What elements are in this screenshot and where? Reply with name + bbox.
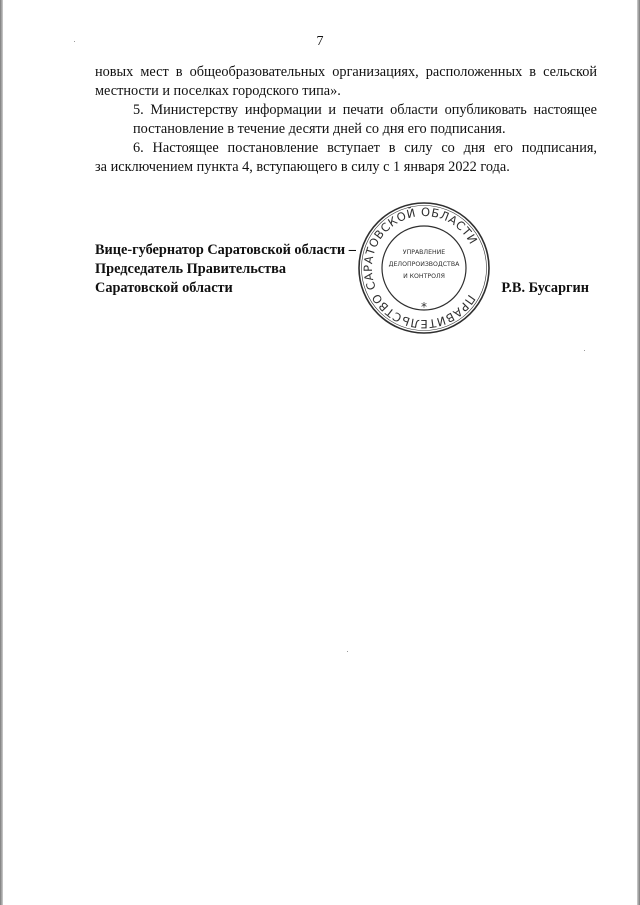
seal-inner-line: И КОНТРОЛЯ	[403, 273, 445, 280]
signature-block	[95, 241, 597, 298]
scan-speck	[347, 651, 348, 652]
official-seal-stamp	[356, 200, 492, 336]
document-body	[95, 63, 597, 177]
scan-speck	[74, 41, 75, 42]
seal-outer-text: ПРАВИТЕЛЬСТВО САРАТОВСКОЙ ОБЛАСТИ	[360, 204, 481, 332]
body-line: 6. Настоящее постановление вступает в силу со дня его подписания,	[133, 140, 597, 156]
seal-star-icon: *	[421, 300, 427, 314]
scan-edge-left	[0, 0, 3, 905]
seal-inner-line: УПРАВЛЕНИЕ	[402, 249, 446, 256]
signatory-title-line: Вице-губернатор Саратовской области –	[95, 242, 356, 258]
signatory-title-line: Председатель Правительства	[95, 261, 287, 277]
body-line: местности и поселках городского типа».	[95, 83, 341, 99]
signatory-name: Р.В. Бусаргин	[501, 280, 589, 296]
signatory-title-line: Саратовской области	[95, 280, 233, 296]
body-line: постановление в течение десяти дней со дня его подписания.	[133, 121, 506, 137]
page-number: 7	[316, 34, 324, 49]
body-line: новых мест в общеобразовательных организациях, расположенных в сельской	[95, 64, 597, 80]
seal-inner-ring	[382, 226, 466, 310]
scan-speck	[584, 350, 585, 351]
body-line: за исключением пункта 4, вступающего в силу с 1 января 2022 года.	[95, 159, 510, 175]
seal-inner-line: ДЕЛОПРОИЗВОДСТВА	[388, 261, 460, 268]
body-line: 5. Министерству информации и печати области опубликовать настоящее	[133, 102, 597, 118]
